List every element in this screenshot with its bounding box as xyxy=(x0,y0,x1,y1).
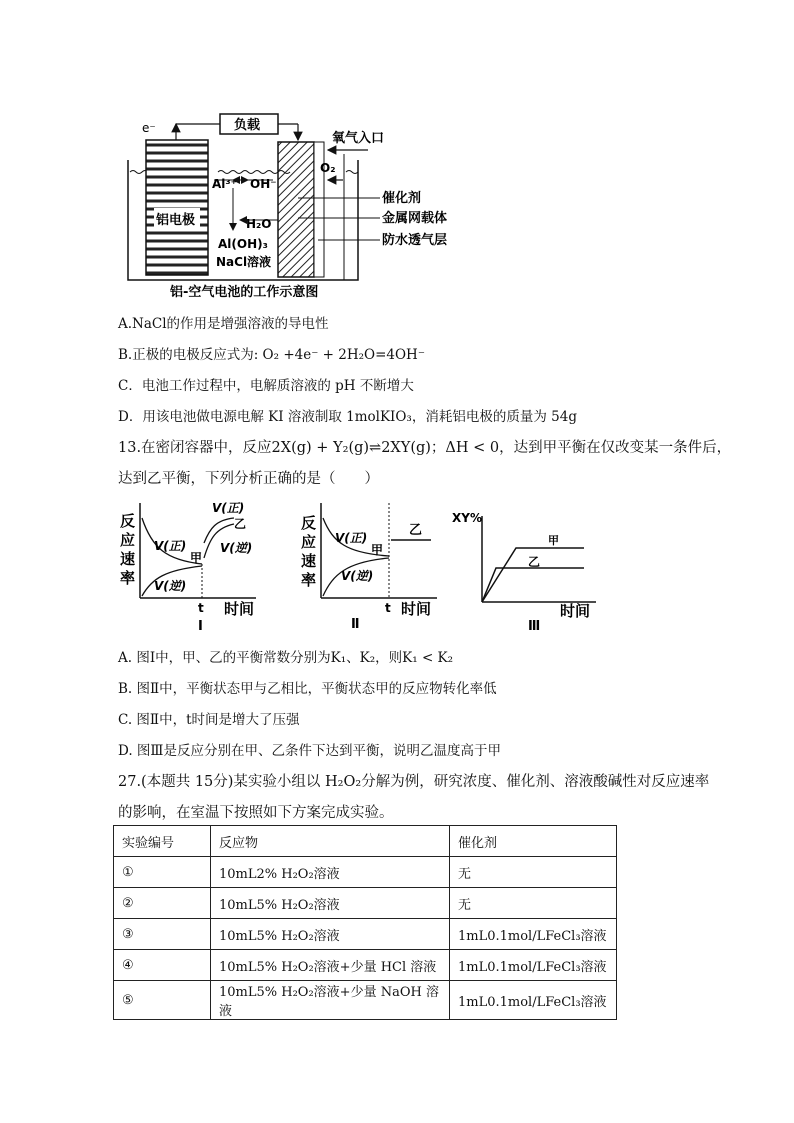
aloh3-label: Al(OH)₃ xyxy=(218,237,268,251)
cell-catalyst: 无 xyxy=(450,857,617,888)
q12-option-d: D．用该电池做电源电解 KI 溶液制取 1molKIO₃，消耗铝电极的质量为 54g xyxy=(118,409,577,425)
catalyst-label: 催化剂 xyxy=(382,191,422,206)
air-cathode xyxy=(278,142,314,277)
graph1-v-forward-2: V(正) xyxy=(212,501,245,515)
graph-3 xyxy=(450,498,600,633)
cell-id: ④ xyxy=(114,950,211,981)
mesh-label: 金属网载体 xyxy=(382,211,448,226)
cell-reactant: 10mL5% H₂O₂溶液 xyxy=(211,888,450,919)
electron-label: e⁻ xyxy=(142,121,156,135)
graph3-yi: 乙 xyxy=(528,555,541,569)
q12-option-c: C．电池工作过程中，电解质溶液的 pH 不断增大 xyxy=(118,378,414,394)
q13-option-c: C. 图Ⅱ中，t时间是增大了压强 xyxy=(118,712,300,728)
cell-reactant: 10mL5% H₂O₂溶液+少量 NaOH 溶液 xyxy=(211,981,450,1020)
electrode-label: 铝电极 xyxy=(156,213,196,228)
table-header-row xyxy=(114,826,617,857)
graph1-label: Ⅰ xyxy=(198,619,203,633)
graph1-time: 时间 xyxy=(224,600,255,618)
header-id: 实验编号 xyxy=(114,826,211,857)
table-row xyxy=(114,919,617,950)
cell-reactant: 10mL5% H₂O₂溶液+少量 HCl 溶液 xyxy=(211,950,450,981)
graph1-jia: 甲 xyxy=(190,551,203,565)
graph1-yi: 乙 xyxy=(234,517,247,531)
graph1-v-reverse-2: V(逆) xyxy=(220,541,253,555)
q13-stem-line2: 达到乙平衡，下列分析正确的是（ ） xyxy=(118,471,379,487)
q12-option-a: A.NaCl的作用是增强溶液的导电性 xyxy=(118,316,329,332)
q27-line1: 27.(本题共 15分)某实验小组以 H₂O₂分解为例，研究浓度、催化剂、溶液酸碱性对反应速率 xyxy=(118,774,710,790)
q27-line2: 的影响，在室温下按照如下方案完成实验。 xyxy=(118,805,394,821)
graph2-jia: 甲 xyxy=(371,543,384,557)
graph2-v-reverse: V(逆) xyxy=(341,569,374,583)
graph3-xy: XY% xyxy=(452,511,482,525)
table-row xyxy=(114,888,617,919)
cell-id: ① xyxy=(114,857,211,888)
al-ion-label: Al³⁺ xyxy=(212,177,237,191)
graph-1 xyxy=(116,498,266,633)
graph1-t: t xyxy=(198,601,204,615)
graph2-rate-3: 速 xyxy=(301,552,317,570)
battery-diagram xyxy=(118,110,468,305)
q13-option-d: D. 图Ⅲ是反应分别在甲、乙条件下达到平衡，说明乙温度高于甲 xyxy=(118,743,501,759)
cell-catalyst: 1mL0.1mol/LFeCl₃溶液 xyxy=(450,981,617,1020)
table-row xyxy=(114,981,617,1020)
graph-2 xyxy=(297,498,447,633)
header-reactant: 反应物 xyxy=(211,826,450,857)
graph3-label: Ⅲ xyxy=(528,619,541,633)
graph2-time: 时间 xyxy=(401,600,432,618)
experiment-table xyxy=(113,825,617,1020)
graph2-t: t xyxy=(385,601,391,615)
cell-catalyst: 1mL0.1mol/LFeCl₃溶液 xyxy=(450,919,617,950)
cell-id: ② xyxy=(114,888,211,919)
q12-option-b: B.正极的电极反应式为: O₂ +4e⁻ + 2H₂O=4OH⁻ xyxy=(118,347,425,363)
table-row xyxy=(114,950,617,981)
graph2-rate-2: 应 xyxy=(301,533,317,551)
oxygen-inlet-label: 氧气入口 xyxy=(332,131,385,146)
battery-caption: 铝-空气电池的工作示意图 xyxy=(170,285,319,300)
graph2-yi: 乙 xyxy=(409,523,423,538)
graph1-v-reverse: V(逆) xyxy=(154,579,187,593)
cell-reactant: 10mL2% H₂O₂溶液 xyxy=(211,857,450,888)
graph2-rate-4: 率 xyxy=(301,571,317,589)
header-catalyst: 催化剂 xyxy=(450,826,617,857)
graph2-v-forward: V(正) xyxy=(335,531,368,545)
nacl-label: NaCl溶液 xyxy=(216,255,272,269)
graph3-jia: 甲 xyxy=(548,534,559,547)
q13-option-b: B. 图Ⅱ中，平衡状态甲与乙相比，平衡状态甲的反应物转化率低 xyxy=(118,681,497,697)
cell-id: ③ xyxy=(114,919,211,950)
oh-ion-label: OH⁻ xyxy=(250,177,277,191)
graph1-rate-4: 率 xyxy=(120,569,136,587)
cell-reactant: 10mL5% H₂O₂溶液 xyxy=(211,919,450,950)
cell-id: ⑤ xyxy=(114,981,211,1020)
cell-catalyst: 1mL0.1mol/LFeCl₃溶液 xyxy=(450,950,617,981)
table-row xyxy=(114,857,617,888)
cell-catalyst: 无 xyxy=(450,888,617,919)
graph1-v-forward: V(正) xyxy=(154,539,187,553)
graph2-rate-1: 反 xyxy=(301,514,317,532)
graph2-label: Ⅱ xyxy=(351,617,360,632)
graph1-rate-2: 应 xyxy=(120,531,136,549)
graph1-rate-1: 反 xyxy=(120,512,136,530)
aluminum-electrode xyxy=(146,140,208,275)
q13-option-a: A. 图Ⅰ中，甲、乙的平衡常数分别为K₁、K₂，则K₁ < K₂ xyxy=(118,650,454,666)
water-label: H₂O xyxy=(246,217,272,231)
q13-stem-line1: 13.在密闭容器中，反应2X(g) + Y₂(g)⇌2XY(g)；ΔH < 0，达到甲平衡在仅改变某一条件后， xyxy=(118,440,732,456)
layer-label: 防水透气层 xyxy=(382,233,448,248)
load-label: 负载 xyxy=(234,118,261,133)
graph1-rate-3: 速 xyxy=(120,550,136,568)
graph3-time: 时间 xyxy=(560,602,591,620)
o2-label: O₂ xyxy=(320,161,336,175)
